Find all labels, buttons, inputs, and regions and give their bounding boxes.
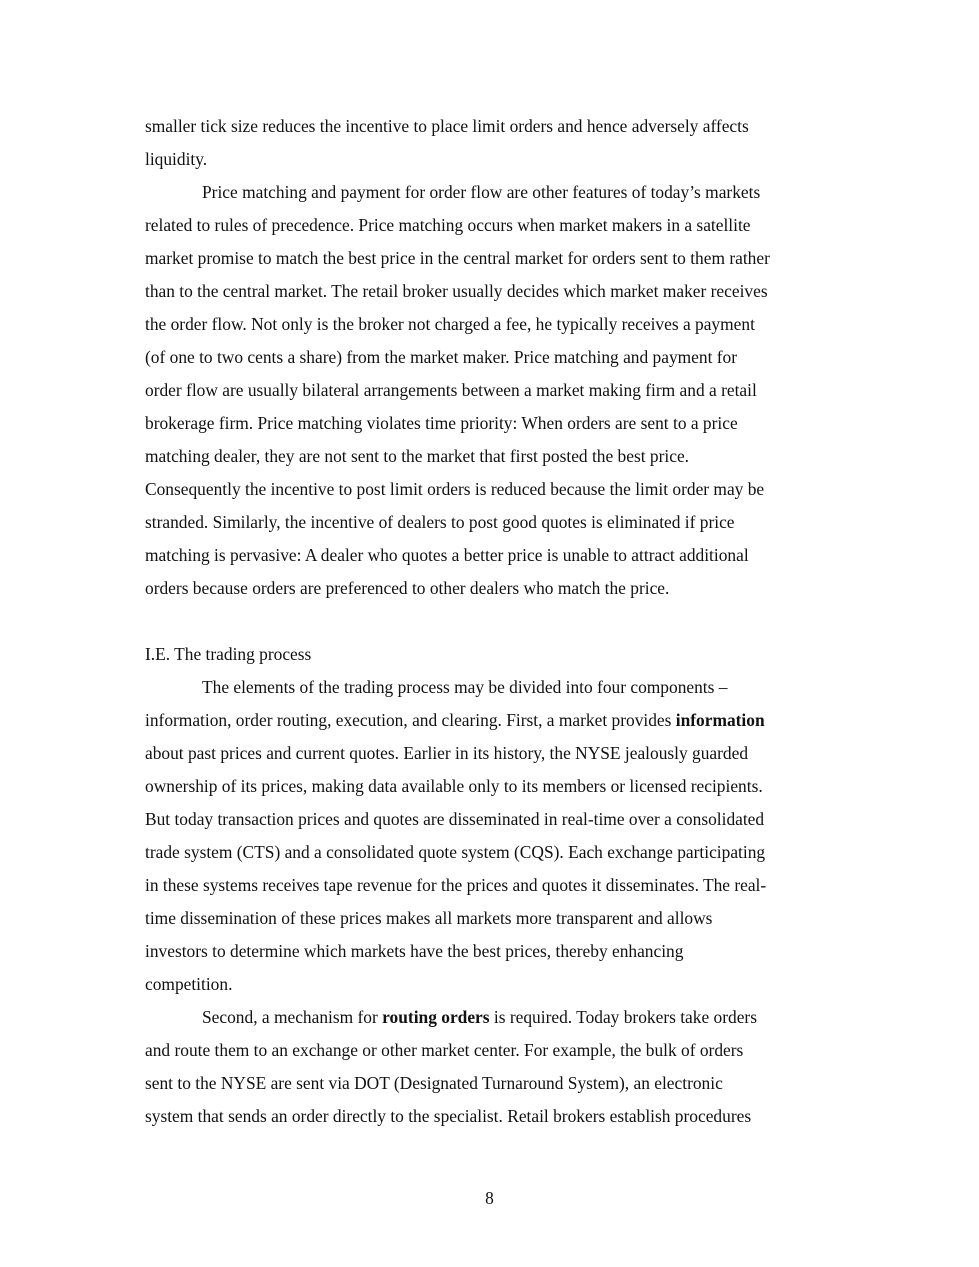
text-line: system that sends an order directly to the specialist. Retail brokers establish procedures bbox=[145, 1106, 752, 1126]
bold-term-information: information bbox=[675, 710, 765, 730]
text-line: orders because orders are preferenced to other dealers who match the price. bbox=[145, 578, 670, 598]
paragraph-1 bbox=[145, 110, 845, 176]
text-line: brokerage firm. Price matching violates time priority: When orders are sent to a price bbox=[145, 413, 738, 433]
section-spacer bbox=[145, 605, 845, 638]
paragraph-2 bbox=[145, 176, 845, 605]
text-line: liquidity. bbox=[145, 149, 208, 169]
text-line bbox=[145, 1001, 845, 1034]
text-line: about past prices and current quotes. Earlier in its history, the NYSE jealously guarded bbox=[145, 743, 749, 763]
text-line: smaller tick size reduces the incentive to place limit orders and hence adversely affects bbox=[145, 116, 749, 136]
text-line: matching is pervasive: A dealer who quotes a better price is unable to attract additional bbox=[145, 545, 749, 565]
text-line: ownership of its prices, making data available only to its members or licensed recipients. bbox=[145, 776, 763, 796]
text-line: (of one to two cents a share) from the market maker. Price matching and payment for bbox=[145, 347, 738, 367]
text-line: in these systems receives tape revenue for the prices and quotes it disseminates. The real- bbox=[145, 875, 767, 895]
text-line: time dissemination of these prices makes all markets more transparent and allows bbox=[145, 908, 713, 928]
text-line: trade system (CTS) and a consolidated quote system (CQS). Each exchange participating bbox=[145, 842, 766, 862]
text-line: Price matching and payment for order flow are other features of today’s markets bbox=[202, 182, 761, 202]
text-run: information, order routing, execution, and clearing. First, a market provides bbox=[145, 710, 676, 730]
text-line bbox=[145, 704, 845, 737]
section-heading: I.E. The trading process bbox=[145, 644, 312, 664]
text-line: sent to the NYSE are sent via DOT (Designated Turnaround System), an electronic bbox=[145, 1073, 723, 1093]
page-number: 8 bbox=[485, 1188, 494, 1208]
paragraph-4 bbox=[145, 1001, 845, 1133]
text-line: But today transaction prices and quotes are disseminated in real-time over a consolidated bbox=[145, 809, 765, 829]
text-line: market promise to match the best price in the central market for orders sent to them rather bbox=[145, 248, 770, 268]
bold-term-routing-orders: routing orders bbox=[382, 1007, 490, 1027]
text-line: investors to determine which markets have the best prices, thereby enhancing bbox=[145, 941, 684, 961]
text-line: The elements of the trading process may be divided into four components – bbox=[202, 677, 728, 697]
text-run: Second, a mechanism for bbox=[202, 1007, 383, 1027]
paragraph-3 bbox=[145, 671, 845, 1001]
text-line: related to rules of precedence. Price matching occurs when market makers in a satellite bbox=[145, 215, 751, 235]
text-line: competition. bbox=[145, 974, 233, 994]
document-body bbox=[145, 110, 845, 1133]
text-line: stranded. Similarly, the incentive of dealers to post good quotes is eliminated if price bbox=[145, 512, 735, 532]
text-line: matching dealer, they are not sent to the market that first posted the best price. bbox=[145, 446, 690, 466]
text-line: Consequently the incentive to post limit orders is reduced because the limit order may be bbox=[145, 479, 765, 499]
text-line: than to the central market. The retail broker usually decides which market maker receives bbox=[145, 281, 768, 301]
text-line: the order flow. Not only is the broker not charged a fee, he typically receives a payment bbox=[145, 314, 755, 334]
text-line: and route them to an exchange or other market center. For example, the bulk of orders bbox=[145, 1040, 744, 1060]
text-line: order flow are usually bilateral arrangements between a market making firm and a retail bbox=[145, 380, 757, 400]
text-run: is required. Today brokers take orders bbox=[489, 1007, 757, 1027]
